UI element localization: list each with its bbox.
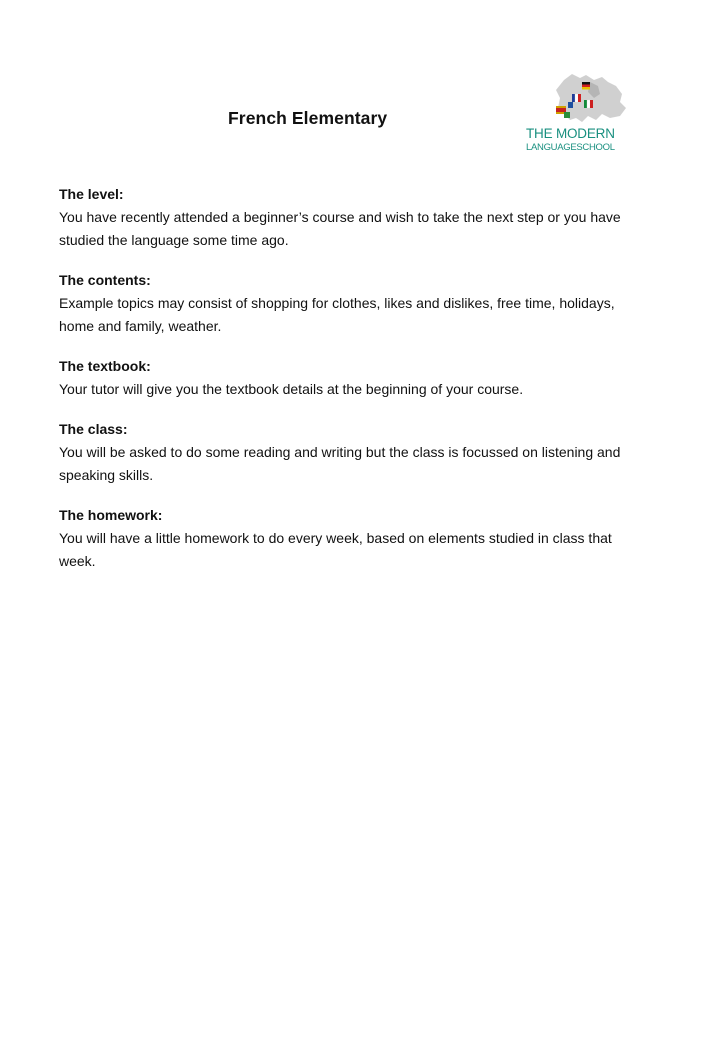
page-title: French Elementary bbox=[228, 108, 388, 128]
section-level bbox=[59, 183, 659, 252]
section-textbook bbox=[59, 355, 659, 401]
logo-text-line1: THE MODERN bbox=[526, 126, 615, 141]
section-line: You have recently attended a beginner’s course and wish to take the next step or you have bbox=[59, 209, 621, 225]
section-line: You will be asked to do some reading and writing but the class is focussed on listening and bbox=[59, 444, 621, 460]
section-heading: The textbook: bbox=[59, 358, 151, 374]
section-heading: The contents: bbox=[59, 272, 151, 288]
section-homework bbox=[59, 504, 659, 573]
section-line: Your tutor will give you the textbook details at the beginning of your course. bbox=[59, 381, 524, 397]
section-heading: The homework: bbox=[59, 507, 163, 523]
section-class bbox=[59, 418, 659, 487]
section-line: studied the language some time ago. bbox=[59, 232, 289, 248]
section-heading: The class: bbox=[59, 421, 128, 437]
section-line: You will have a little homework to do every week, based on elements studied in class that bbox=[59, 530, 612, 546]
section-line: week. bbox=[59, 553, 96, 569]
section-contents bbox=[59, 269, 659, 338]
section-line: Example topics may consist of shopping for clothes, likes and dislikes, free time, holidays, bbox=[59, 295, 615, 311]
logo-text-line2: LANGUAGESCHOOL bbox=[526, 142, 615, 153]
school-logo bbox=[524, 72, 636, 156]
section-line: speaking skills. bbox=[59, 467, 154, 483]
section-heading: The level: bbox=[59, 186, 124, 202]
section-line: home and family, weather. bbox=[59, 318, 222, 334]
europe-map-logo-graphic bbox=[550, 72, 634, 128]
document-content bbox=[59, 183, 659, 590]
